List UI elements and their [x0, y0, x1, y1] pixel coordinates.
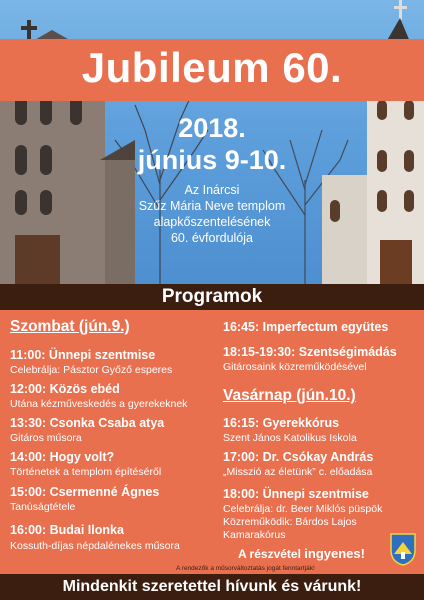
footer-text: Mindenkit szeretettel hívunk és várunk!: [62, 578, 362, 595]
page-title: Jubileum 60.: [81, 44, 343, 91]
event-title: 16:45: Imperfectum együtes: [223, 320, 389, 334]
date-year: 2018.: [178, 113, 246, 143]
event-subtitle: Kossuth-díjas népdalénekes műsora: [10, 540, 180, 552]
event-subtitle: Történetek a templom építéséről: [10, 466, 162, 478]
programs-heading: Programok: [161, 286, 263, 307]
participation-note: [238, 546, 365, 561]
event-subtitle: Gitáros műsora: [10, 432, 82, 444]
event-subtitle: Közreműködik: Bárdos Lajos: [223, 516, 357, 528]
participation-emphasis: ingyenes!: [304, 546, 365, 561]
event-title: 15:00: Csermenné Ágnes: [10, 485, 160, 499]
date-days: június 9-10.: [137, 145, 287, 175]
event-subtitle: Kamarakórus: [223, 529, 286, 541]
event-subtitle: „Misszió az életünk” c. előadása: [223, 466, 373, 478]
event-title: 12:00: Közös ebéd: [10, 382, 120, 396]
event-subtitle: Utána kézműveskedés a gyerekeknek: [10, 398, 188, 410]
saturday-heading: Szombat (jún.9.): [10, 318, 130, 335]
event-subtitle: Gitárosaink közreműködésével: [223, 361, 367, 373]
description-line: alapkőszentelésének: [153, 215, 271, 229]
participation-prefix: A részvétel: [238, 547, 305, 561]
event-title: 13:30: Csonka Csaba atya: [10, 416, 165, 430]
description-line: Szűz Mária Neve templom: [138, 199, 286, 213]
fine-print: A rendezők a műsorváltoztatás jogát fenntartják!: [176, 565, 315, 572]
description-line: Az Inárcsi: [184, 183, 240, 197]
event-title: 17:00: Dr. Csókay András: [223, 450, 374, 464]
event-title: 16:15: Gyerekkórus: [223, 416, 340, 430]
event-title: 14:00: Hogy volt?: [10, 450, 115, 464]
event-title: 18:15-19:30: Szentségimádás: [223, 345, 397, 359]
event-subtitle: Tanúságtétele: [10, 501, 76, 513]
event-title: 11:00: Ünnepi szentmise: [10, 348, 156, 362]
village-crest-icon: [389, 532, 417, 566]
event-title: 16:00: Budai Ilonka: [10, 523, 124, 537]
event-subtitle: Szent János Katolikus Iskola: [223, 432, 357, 444]
event-subtitle: Celebrálja: Pásztor Győző esperes: [10, 364, 173, 376]
event-subtitle: Celebrálja: dr. Beer Miklós püspök: [223, 503, 383, 515]
header-photo: [0, 0, 424, 285]
description-line: 60. évfordulója: [170, 231, 253, 245]
sunday-heading: Vasárnap (jún.10.): [223, 387, 356, 404]
event-title: 18:00: Ünnepi szentmise: [223, 487, 369, 501]
